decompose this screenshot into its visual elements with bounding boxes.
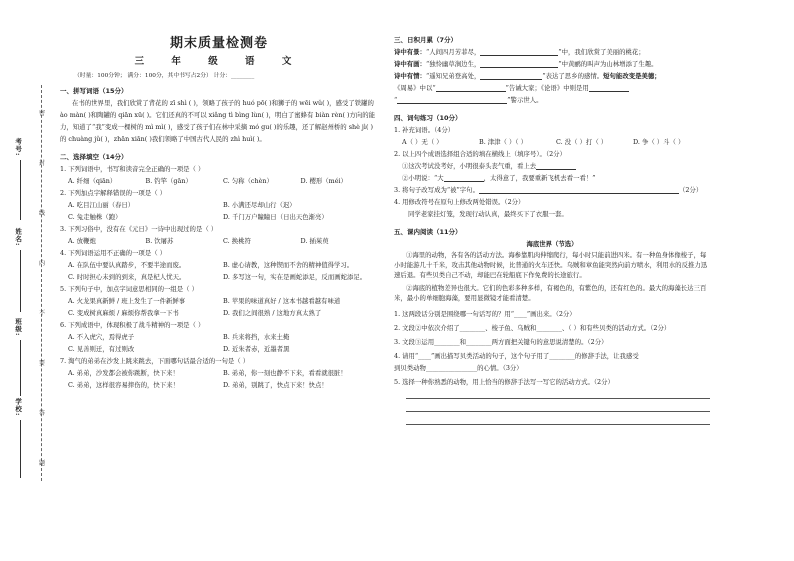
seal-mark: 答 (39, 410, 46, 417)
label: 诗中有景： (394, 48, 426, 57)
option-row (60, 309, 378, 317)
option[interactable]: A. 火龙果真新鲜 / 班上发生了一件新鲜事 (68, 296, 186, 305)
question: 5. 下列句子中，加点字词意思相同的一组是（ ） (60, 284, 198, 293)
label: 短句能改变是美德； (603, 72, 661, 81)
passage-title: 海底世界（节选） (526, 240, 578, 249)
exam-number-field[interactable] (20, 160, 21, 220)
text: ”警示世人。 (507, 96, 543, 105)
school-field[interactable] (20, 420, 21, 478)
question: 1. 补充词语。（4分） (394, 126, 455, 135)
text: ”表达了思乡的感情。 (542, 72, 604, 81)
option[interactable]: D. 千门万户瞳瞳日（日出天色渐亮） (223, 212, 328, 221)
option[interactable]: D. 多写这一句，实在是画蛇添足，反而画蛇添足。 (223, 272, 367, 281)
question: 3. 下列习俗中，没有在《元日》一诗中出现过的是（ ） (60, 224, 218, 233)
question: 2. 下列加点字解释错误的一项是（ ） (60, 188, 167, 197)
passage-paragraph: ①海里的动物，各有各的活动方法。海参靠肌肉伸缩爬行，每小时只能前进四米。有一种鱼身体像梭子，每小时能游几十千米，攻击其他动物时候，比普通的火车还快。乌贼和章鱼能突然向前方喷水，利用水的反推力迅速后退。有些贝类自己不动，却能巴在轮船底下作免费的长途旅行。 (394, 251, 708, 280)
binding-strip (0, 0, 56, 561)
question: 2. 文段②中依次介绍了________、梭子鱼、乌贼和________、（ ）和有些贝类的活动方式。（2分） (394, 323, 671, 332)
section-title: 一、拼写词语（15分） (60, 87, 128, 96)
seal-mark: 内 (39, 260, 46, 267)
option-row (60, 369, 378, 377)
question: 6. 下列成语中，体现积极了战斗精神的一项是（ ） (60, 320, 205, 329)
sentence (394, 174, 710, 182)
answer-line[interactable] (406, 390, 710, 399)
option-row (60, 177, 378, 185)
answer-blank[interactable] (480, 55, 558, 56)
question: 2. 以上四个成语选择组合适的填在横线上（填序号）。（2分） (394, 150, 566, 159)
text: “独怜幽草涧边生， (425, 60, 481, 69)
label: 诗中有画： (394, 60, 426, 69)
poem-line (394, 84, 710, 92)
section-title: 五、课内阅读（11分） (394, 228, 462, 237)
class-label: 班级: (14, 318, 23, 337)
question: 4. 用修改符号在原句上修改两处错误。（2分） (394, 198, 525, 207)
text: 3. 将句子改写成为“被”字句。 (394, 186, 479, 195)
name-field[interactable] (20, 250, 21, 312)
option[interactable]: A. 弟弟，沙发都会被你跳断，快下来！ (68, 368, 179, 377)
idiom-blank[interactable]: B. 津津（ ）（ ） (479, 138, 527, 147)
option[interactable]: D. 弟弟，别跳了，快点下来！快点！ (223, 380, 328, 389)
option-row (60, 261, 378, 269)
idiom-blank[interactable]: C. 没（ ）打（ ） (556, 138, 608, 147)
answer-blank[interactable] (480, 67, 558, 68)
text: ”告诫大家；《论语》中则是用 (505, 84, 589, 93)
label: 诗中有情： (394, 72, 426, 81)
question: 4. 请用“____”画出描写贝类活动的句子，这个句子用了________的修辞手法，让我感受 (394, 351, 639, 360)
text: ，太得意了，我要重新飞机去看一看！” (483, 174, 596, 183)
option-row (60, 201, 378, 209)
poem-line (394, 96, 710, 104)
text: “ (394, 96, 398, 105)
seal-mark: 封 (39, 160, 46, 167)
text: （2分） (678, 186, 703, 195)
school-label: 学校: (14, 398, 23, 417)
poem-line (394, 60, 710, 68)
option-row (60, 213, 378, 221)
answer-blank[interactable] (589, 91, 629, 92)
option[interactable]: C. 兔走触株（跑） (68, 212, 122, 221)
option[interactable]: A. 吃目江山丽（春日） (68, 200, 135, 209)
text: ①这次考试没考好，小明很泰头丧气重，看上去 (402, 162, 537, 171)
option[interactable]: C. 见善则迁，有过则改 (68, 344, 135, 353)
answer-blank[interactable] (480, 79, 542, 80)
question (394, 186, 710, 194)
text: ②小明说：“大 (402, 174, 444, 183)
question: 7. 淘气的弟弟在沙发上跳来跳去，下面哪句话最合适的一句是（ ） (60, 356, 250, 365)
option[interactable]: B. 虚心请教，这种锲而不舍的精神值得学习。 (223, 260, 354, 269)
option[interactable]: A. 在队伍中要认真踏步，不要半途而废。 (68, 260, 186, 269)
option[interactable]: D. 插茱萸 (300, 236, 329, 245)
text: ”中黄鹂的叫声为山林增添了生趣。 (558, 60, 658, 69)
idiom-blank[interactable]: A（ ）无（ ） (402, 138, 443, 147)
passage-paragraph: ②海底的植物差异也很大。它们的色彩多种多样，有褐色的，有紫色的，还有红色的。最大的海藻长达三百米，最小的单细胞海藻，要用显微镜才能看清楚。 (394, 284, 707, 303)
option[interactable]: A. 放鞭炮 (68, 236, 96, 245)
question: 3. 文段③运用________和________两方面把关键句的意思说清楚的。（2分） (394, 337, 608, 346)
text: ”中，我们欣赏了美丽的桃花； (558, 48, 645, 57)
option[interactable]: C. 变成树真麻烦 / 麻烦你帮我拿一下书 (68, 308, 179, 317)
correction-sentence[interactable]: 同学老家挂灯笼，发现行动认真，最终买下了衣服一套。 (408, 210, 568, 219)
seal-mark: 不 (39, 310, 46, 317)
exam-meta: （时量：100分钟； 满分：100分，其中书写占2分） 计分：________ (74, 73, 255, 80)
name-label: 姓名: (14, 228, 23, 247)
left-column (60, 36, 378, 546)
question: 1. 这两段话分别是围绕哪一句话写的？用“____”画出来。（2分） (394, 309, 576, 318)
answer-blank[interactable] (536, 169, 576, 170)
option[interactable]: B. 饮屠苏 (145, 236, 174, 245)
option[interactable]: B. 钓竿（gān） (145, 176, 192, 185)
question: 5. 选择一种你熟悉的动物，用上恰当的修辞手法写一写它的活动方式。（2分） (394, 377, 614, 386)
option-row (60, 333, 378, 341)
poem-line (394, 72, 710, 80)
option[interactable]: D. 近朱者赤，近墨者黑 (223, 344, 290, 353)
text: “遥知兄弟登高处， (425, 72, 481, 81)
pinyin-passage: 在书的世界里，我们欣赏了背花的 zī shì ( )，领略了孩子的 huó pō( )和狮子的 wēi wǔ( )，感受了铁罐的 ào màn( )和陶罐的 qiān xū( )。它们还真的不可以 xiǎng tì bìng lùn( )，明白了蜜蜂有 biàn rèn( )方向的能力，知道了“我”变成一棵树的 mì mì( )，感受了孩子们在林中采摘 mó gu( )的乐趣，还了解赵州桥的 shè jì( )的 chuàng jǔ( )，zhān xiān( )我们领略了中国古代人民的 zhì huì( )。 (60, 99, 376, 144)
answer-line[interactable] (406, 403, 710, 412)
class-field[interactable] (20, 340, 21, 396)
text: “人间四月芳菲尽， (425, 48, 481, 57)
question: 1. 下列词语中，书写和读音完全正确的一项是（ ） (60, 164, 205, 173)
seal-line (41, 85, 42, 481)
seal-mark: 题 (39, 460, 46, 467)
seal-mark: 要 (39, 360, 46, 367)
option-row (394, 138, 710, 146)
option[interactable]: B. 小满还尽却山行（迟） (223, 200, 296, 209)
option-row (60, 237, 378, 245)
option[interactable]: C. 换桃符 (223, 236, 251, 245)
answer-blank[interactable] (436, 91, 506, 92)
option[interactable]: A. 纤细（qiān） (68, 176, 117, 185)
section-title: 三、日积月累（7分） (394, 36, 458, 44)
answer-blank[interactable] (397, 103, 507, 104)
section-title: 四、词句练习（10分） (394, 114, 462, 123)
exam-number-label: 考号: (14, 138, 23, 157)
seal-mark: 密 (39, 110, 46, 117)
answer-blank[interactable] (444, 181, 484, 182)
poem-line (394, 48, 710, 56)
option-row (60, 345, 378, 353)
question: 4. 下列词语运用不正确的一项是（ ） (60, 248, 167, 257)
option[interactable]: C. 时时担心未到的到来，真是杞人忧天。 (68, 272, 186, 281)
option-row (60, 381, 378, 389)
option[interactable]: B. 苹果的味道真好 / 这本书越看越有味道 (223, 296, 341, 305)
answer-blank[interactable] (479, 193, 679, 194)
option[interactable]: D. 我们之间很熟 / 这地方真太熟了 (223, 308, 322, 317)
sentence (394, 162, 710, 170)
option[interactable]: C. 匀称（chèn） (223, 176, 273, 185)
option[interactable]: B. 兵来将挡，水来土掩 (223, 332, 290, 341)
option[interactable]: C. 弟弟，这样很容易摔伤的，快下来！ (68, 380, 179, 389)
right-column (394, 36, 710, 546)
answer-line[interactable] (406, 416, 710, 425)
option-row (60, 273, 378, 281)
question: 到贝类动物________________的心情。（3分） (394, 363, 523, 372)
exam-title: 期末质量检测卷 (169, 36, 268, 51)
idiom-blank[interactable]: D. 争（ ）斗（ ） (633, 138, 685, 147)
option[interactable]: B. 弟弟，你一刻也静不下来，看看就很脏！ (223, 368, 347, 377)
seal-mark: 线 (39, 210, 46, 217)
section-title: 二、选择填空（14分） (60, 152, 128, 161)
exam-subtitle: 三 年 级 语 文 (134, 56, 304, 68)
option[interactable]: A. 不入虎穴，焉得虎子 (68, 332, 135, 341)
option[interactable]: D. 樱形（méi） (300, 176, 347, 185)
text: 《周易》中以“ (394, 84, 436, 93)
option-row (60, 297, 378, 305)
